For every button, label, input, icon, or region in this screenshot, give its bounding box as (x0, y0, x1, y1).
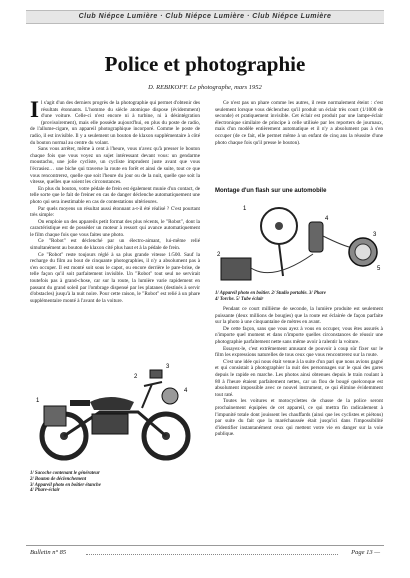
paragraph: On emploie un des appareils petit format des plus récents, le "Robot", dont la caractéristique est de posséder un moteur à ressort qui avance automatiquement le film chaque fois que vous faites une photo. (30, 218, 200, 238)
handlebar (144, 382, 162, 386)
figure-label: 1 (243, 206, 247, 212)
camera-housing (150, 370, 162, 378)
camera-box (221, 258, 251, 280)
dropcap: I (30, 97, 39, 122)
paragraph: C'est une idée qui nous était venue à la suite d'un pari que nous avions gagné et qui consistait à photographier la nuit des personnages sur le quai des gares depuis le rapide en marche. Les photos ainsi obtenues depuis le train roulant à 80 à l'heure étaient parfaitement nettes, car un flou de bougé quelconque est absolument impossible avec ce nouvel instrument, ce qui élimine évidemment tout raté. (215, 358, 383, 398)
saddlebag (44, 406, 66, 426)
paragraph: De cette façon, sans que vous ayez à vous en occuper, vous êtes assurés à n'importe quel moment et dans n'importe quelles circonstances de réussir une photographie parfaitement nette sans même avoir à ralentir la voiture. (215, 325, 383, 345)
seat (70, 400, 90, 406)
flash-mount-illustration (213, 196, 385, 288)
right-column-lower (215, 306, 383, 438)
paragraph: Ce "Robot" est déclenché par un électro-aimant, lui-même relié simultanément au bouton de klaxon cité plus haut et à la pédale de frein. (30, 238, 200, 252)
paragraph: En plus du bouton, votre pédale de frein est également munie d'un contact, de telle sorte que le fait de freiner en cas de danger déclenche automatiquement une photo qui sera inestimable en cas de contestations ultérieures. (30, 185, 200, 205)
flash-figure-caption: 1/ Appareil photo en boîtier. 2/ Studio portable. 3/ Phare 4/ Torche. 5/ Tube éclair (215, 291, 326, 302)
flash-tube (355, 244, 371, 260)
article-title: Police et photographie (104, 52, 306, 76)
paragraph: Sans vous arrêter, même à cent à l'heure, vous n'avez qu'à presser le bouton chaque fois que vous voyez un sujet intéressant devant vous: un gendarme moustachu, une jolie cycliste, un cycliste imprudent juste avant que vous l'écrasiez… une biche qui traverse la route en forêt et ainsi de suite, tout ce que vous rencontrerez, quelle que soit l'heure du jour ou de la nuit, quelle que soit la vitesse, quelles que soient les circonstances. (30, 146, 200, 186)
figure-label: 2 (217, 252, 221, 258)
flash-headlamp (162, 388, 178, 404)
article-byline: D. REBIKOFF. Le photographe, mars 1952 (148, 84, 262, 91)
fuel-tank (90, 397, 134, 410)
bulletin-number: Bulletin n° 85 (30, 549, 67, 556)
figure-label: 5 (377, 266, 381, 272)
figure-label: 4 (184, 388, 188, 394)
motorcycle-illustration (30, 356, 202, 468)
figure-label: 1 (36, 398, 40, 404)
figure-label: 3 (166, 364, 170, 370)
flash-figure-title: Montage d'un flash sur une automobile (215, 188, 327, 194)
engine (92, 414, 128, 434)
paragraph: Pendant ce court millième de seconde, la lumière produite est seulement puissante (deux millions de bougies) que la route est éclairée de façon parfaite sur la photo à une cinquantaine de mètres en avant. (215, 306, 383, 326)
flash-unit (309, 222, 323, 252)
paragraph: Il s'agit d'un des derniers progrès de la photographie qui permet d'obtenir des résultats étonnants. L'homme du siècle atomique dispose (évidemment) d'une voiture. Celle-ci n'est encore ni à turbine, ni à désintégration (provisoirement), mais elle possède aujourd'hui, en plus du poste de radio, de l'allume-cigare, un appareil photographique incorporé. Comme le poste de radio, il est invisible. Il y a seulement un bouton de klaxon supplémentaire à côté du bouton normal au centre du volant. (30, 97, 200, 146)
paragraph: Ce "Robot" reste toujours réglé à sa plus grande vitesse 1/500. Sauf la recharge du film au bout de cinquante photographies, il n'y a absolument pas à s'en occuper. Il est monté soit sous le capot, ou encore derrière le pare-brise, de telle façon qu'il soit parfaitement invisible. Un "Robot" tout seul ne servirait toutefois pas à grand-chose, car sur la route, la lumière varie rapidement en passant du grand soleil par l'ombrage dispensé par les platanes (destinés à servir d'obstacles) jusqu'à la nuit noire. Pour cette raison, le "Robot" est relié à un phare supplémentaire monté à l'avant de la voiture. (30, 251, 200, 304)
right-column (215, 100, 383, 146)
paragraph: Toutes les voitures et motocyclettes de chasse de la police seront prochainement équipées de cet appareil, ce qui mettra fin radicalement à l'impunité totale dont jouissent les chauffards (ainsi que les cyclistes et piétons) par suite du fait que la maréchaussée était jusqu'ici dans l'impossibilité d'identifier instantanément ceux qui mettent votre vie en danger sur la voie publique. (215, 398, 383, 438)
paragraph: Essayez-le, c'est extrêmement amusant de pouvoir à coup sûr fixer sur le film les expressions naturelles de tous ceux que vous rencontrerez sur la route. (215, 345, 383, 359)
motorcycle-figure-caption: 1/ Sacoche contenant le générateur 2/ Bouton de déclenchement 3/ Appareil photo en boîtier étanche 4/ Phare-éclair (30, 471, 101, 494)
page-number: Page 13 — (351, 549, 380, 556)
fork (142, 384, 152, 408)
figure-label: 3 (373, 232, 377, 238)
page-footer (26, 545, 384, 559)
horn-button (275, 222, 283, 230)
paragraph: Ce n'est pas un phare comme les autres, il reste normalement éteint : c'est seulement lorsque vous déclenchez qu'il produit un éclair très court (1/1000 de seconde) et pratiquement invisible. Cet éclair est produit par une lampe-éclair électronique similaire de principe à celle utilisée par les reporters de journaux, mais d'un modèle entièrement automatique et il n'y a absolument pas à s'en occuper (de ce fait, elle permet même à un enfant de cinq ans la réussite d'une photo chaque fois qu'il presse le bouton). (215, 100, 383, 146)
footer-divider (86, 554, 338, 555)
left-column (30, 97, 200, 304)
header-band: Club Niépce Lumière · Club Niépce Lumière · Club Niépce Lumière (26, 10, 384, 24)
paragraph: Par quels moyens un résultat aussi étonnant a-t-il été réalisé ? C'est pourtant très simple: (30, 205, 200, 219)
figure-label: 2 (134, 374, 138, 380)
figure-label: 4 (325, 216, 329, 222)
cable (323, 236, 353, 248)
